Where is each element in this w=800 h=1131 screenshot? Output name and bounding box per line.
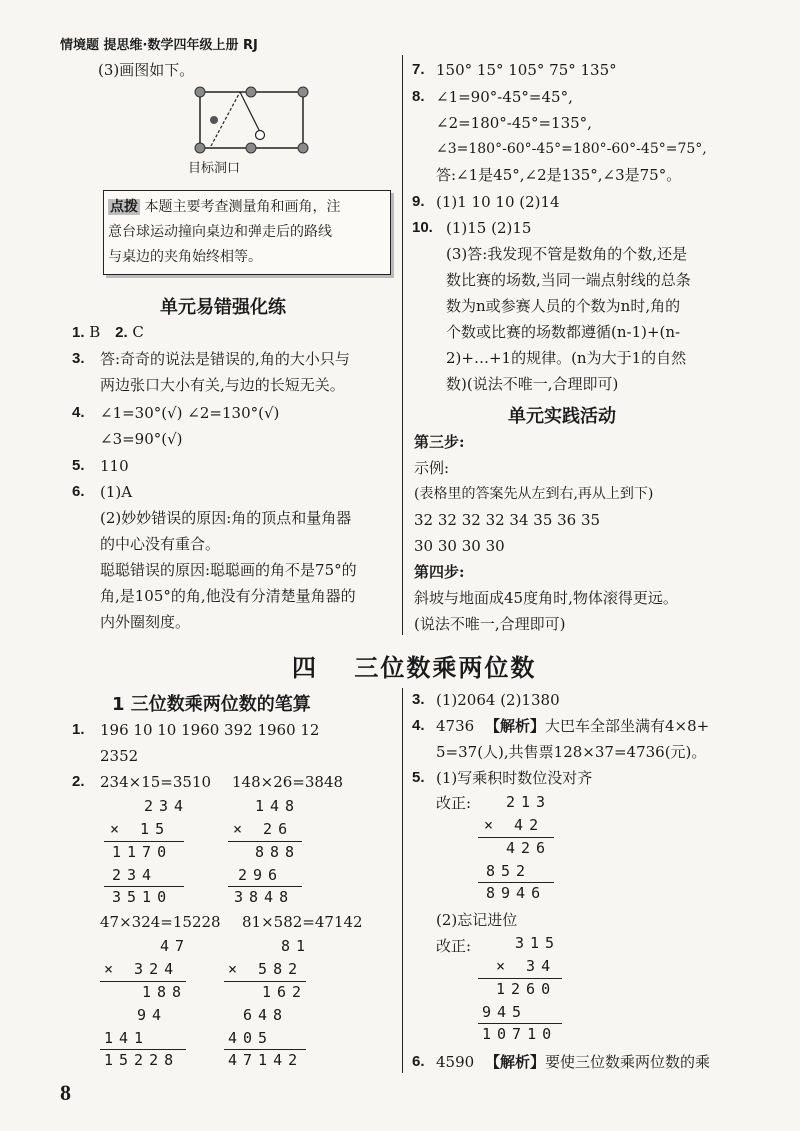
answer-text: (1)15 (2)15	[446, 219, 532, 237]
calc-row: 234	[144, 797, 190, 815]
answer-text: 110	[100, 457, 129, 475]
answer-text: 的中心没有重合。	[100, 535, 221, 553]
q-number: 6.	[72, 483, 85, 500]
answer-text: 内外圈刻度。	[100, 613, 191, 631]
calc-row: × 582	[228, 960, 304, 978]
calc-rule	[228, 841, 302, 842]
calc-row: 8946	[486, 884, 547, 902]
q-number: 2.	[72, 773, 85, 790]
answer-text: 30 30 30 30	[414, 537, 505, 555]
running-header: 情境题 提思维·数学四年级上册 RJ	[60, 38, 258, 53]
answer-text: (1)1 10 10 (2)14	[436, 193, 560, 211]
calc-row: × 26	[233, 820, 294, 838]
item3-intro: (3)画图如下。	[98, 61, 195, 79]
calc-rule	[100, 1049, 186, 1050]
calc-row: 81	[281, 937, 312, 955]
answer-text: 4590	[436, 1053, 475, 1071]
answer-text: 数为n或参赛人员的个数为n时,角的	[446, 297, 681, 315]
answer-text: 答:∠1是45°,∠2是135°,∠3是75°。	[436, 166, 682, 184]
answer-text: 答:奇奇的说法是错误的,角的大小只与	[100, 350, 350, 368]
calc-row: 94	[137, 1006, 168, 1024]
calc-row: 405	[228, 1029, 274, 1047]
q-number: 2.	[115, 324, 128, 341]
calc-row: 945	[482, 1003, 528, 1021]
q-number: 7.	[412, 61, 425, 78]
calc-row: × 42	[484, 816, 545, 834]
answer-text: 斜坡与地面成45度角时,物体滚得更远。	[414, 589, 678, 607]
answer-text: C	[132, 323, 144, 341]
answer-text: 数)(说法不唯一,合理即可)	[446, 375, 619, 393]
calc-row: 426	[506, 839, 552, 857]
page-number: 8	[60, 1080, 71, 1105]
calc-row: × 15	[110, 820, 171, 838]
chapter-number: 四	[292, 654, 318, 682]
answer-text: 要使三位数乘两位数的乘	[544, 1053, 710, 1071]
answer-text: 5=37(人),共售票128×37=4736(元)。	[436, 743, 707, 761]
analysis-tag: 【解析】	[484, 1053, 545, 1071]
analysis-tag: 【解析】	[484, 717, 545, 735]
answer-text: 两边张口大小有关,与边的长短无关。	[100, 376, 345, 394]
section-title-practice: 单元实践活动	[508, 406, 616, 427]
answer-text: 个数或比赛的场数都遵循(n-1)+(n-	[446, 323, 681, 341]
answer-text: (1)A	[100, 483, 133, 501]
column-divider	[402, 55, 403, 635]
hint-tag: 点拨	[110, 199, 138, 215]
billiard-table-figure	[190, 82, 315, 157]
hint-line-2: 意台球运动撞向桌边和弹走后的路线	[108, 224, 332, 240]
calc-row: 852	[486, 862, 532, 880]
calc-row: 47	[160, 937, 191, 955]
calc-row: × 324	[104, 960, 180, 978]
answer-text: ∠3=90°(√)	[100, 430, 183, 448]
calc-row: 296	[238, 866, 284, 884]
answer-text: (1)2064 (2)1380	[436, 691, 560, 709]
hint-line-1: 本题主要考查测量角和画角，注	[144, 199, 341, 215]
answer-text: 32 32 32 32 34 35 36 35	[414, 511, 601, 529]
calc-row: 315	[515, 934, 561, 952]
calc-rule	[100, 981, 186, 982]
q-number: 4.	[412, 717, 425, 734]
answer-text: ∠2=180°-45°=135°,	[436, 114, 592, 132]
answer-text: B	[89, 323, 101, 341]
calc-row: 162	[262, 983, 308, 1001]
calc-row: 10710	[482, 1025, 558, 1043]
section-title-errors: 单元易错强化练	[160, 297, 286, 318]
answer-text: 196 10 10 1960 392 1960 12	[100, 721, 320, 739]
fix-label: 改正:	[436, 937, 472, 955]
q-number: 5.	[412, 769, 425, 786]
calc-row: 3510	[112, 888, 173, 906]
equation: 148×26=3848	[232, 773, 344, 791]
calc-rule	[228, 886, 302, 887]
lesson-title: 1 三位数乘两位数的笔算	[112, 694, 311, 715]
calc-rule	[224, 981, 306, 982]
q-number: 8.	[412, 88, 425, 105]
calc-row: 47142	[228, 1051, 304, 1069]
answer-text: 角,是105°的角,他没有分清楚量角器的	[100, 587, 356, 605]
answer-text: 2352	[100, 747, 139, 765]
calc-row: 234	[112, 866, 158, 884]
calc-row: 15228	[104, 1051, 180, 1069]
calc-row: 213	[506, 793, 552, 811]
q-number: 10.	[412, 219, 433, 236]
answer-text: 大巴车全部坐满有4×8+	[544, 717, 710, 735]
calc-row: 1260	[496, 980, 557, 998]
chapter-title: 三位数乘两位数	[354, 654, 537, 682]
q-number: 4.	[72, 404, 85, 421]
hint-line-3: 与桌边的夹角始终相等。	[108, 249, 262, 265]
answer-text: (说法不唯一,合理即可)	[414, 615, 566, 633]
q-number: 6.	[412, 1053, 425, 1070]
calc-row: 148	[255, 797, 301, 815]
answer-text: (3)答:我发现不管是数角的个数,还是	[446, 245, 688, 263]
figure-caption: 目标洞口	[188, 161, 241, 176]
equation: 81×582=47142	[242, 913, 363, 931]
equation: 47×324=15228	[100, 913, 221, 931]
calc-row: 141	[104, 1029, 150, 1047]
calc-row: 888	[255, 843, 301, 861]
calc-rule	[478, 1023, 562, 1024]
q-number: 3.	[412, 691, 425, 708]
equation: 234×15=3510	[100, 773, 212, 791]
calc-row: 3848	[234, 888, 295, 906]
q-number: 9.	[412, 193, 425, 210]
answer-text: (2)妙妙错误的原因:角的顶点和量角器	[100, 509, 352, 527]
q-number: 1.	[72, 324, 85, 341]
answer-text: 150° 15° 105° 75° 135°	[436, 61, 617, 79]
step-label: 第三步:	[414, 433, 465, 451]
answer-text: 2)+…+1的规律。(n为大于1的自然	[446, 349, 687, 367]
calc-row: 648	[243, 1006, 289, 1024]
answer-text: (表格里的答案先从左到右,再从上到下)	[414, 486, 654, 502]
answer-text: ∠3=180°-60°-45°=180°-60°-45°=75°,	[436, 141, 707, 157]
answer-text: (1)写乘积时数位没对齐	[436, 769, 593, 787]
calc-rule	[224, 1049, 306, 1050]
calc-row: × 34	[496, 957, 557, 975]
calc-row: 188	[142, 983, 188, 1001]
answer-text: ∠1=30°(√) ∠2=130°(√)	[100, 404, 280, 422]
answer-text: 4736	[436, 717, 475, 735]
calc-rule	[104, 841, 184, 842]
q-number: 1.	[72, 721, 85, 738]
q-number: 3.	[72, 350, 85, 367]
answer-text: 聪聪错误的原因:聪聪画的角不是75°的	[100, 561, 357, 579]
answer-text: 示例:	[414, 459, 450, 477]
answer-text: (2)忘记进位	[436, 911, 518, 929]
answer-text: 数比赛的场数,当同一端点射线的总条	[446, 271, 691, 289]
column-divider	[402, 688, 403, 1073]
calc-rule	[478, 978, 562, 979]
fix-label: 改正:	[436, 794, 472, 812]
calc-rule	[104, 886, 184, 887]
step-label: 第四步:	[414, 563, 465, 581]
calc-rule	[478, 837, 554, 838]
calc-row: 1170	[112, 843, 173, 861]
answer-text: ∠1=90°-45°=45°,	[436, 88, 573, 106]
calc-rule	[478, 882, 554, 883]
q-number: 5.	[72, 457, 85, 474]
